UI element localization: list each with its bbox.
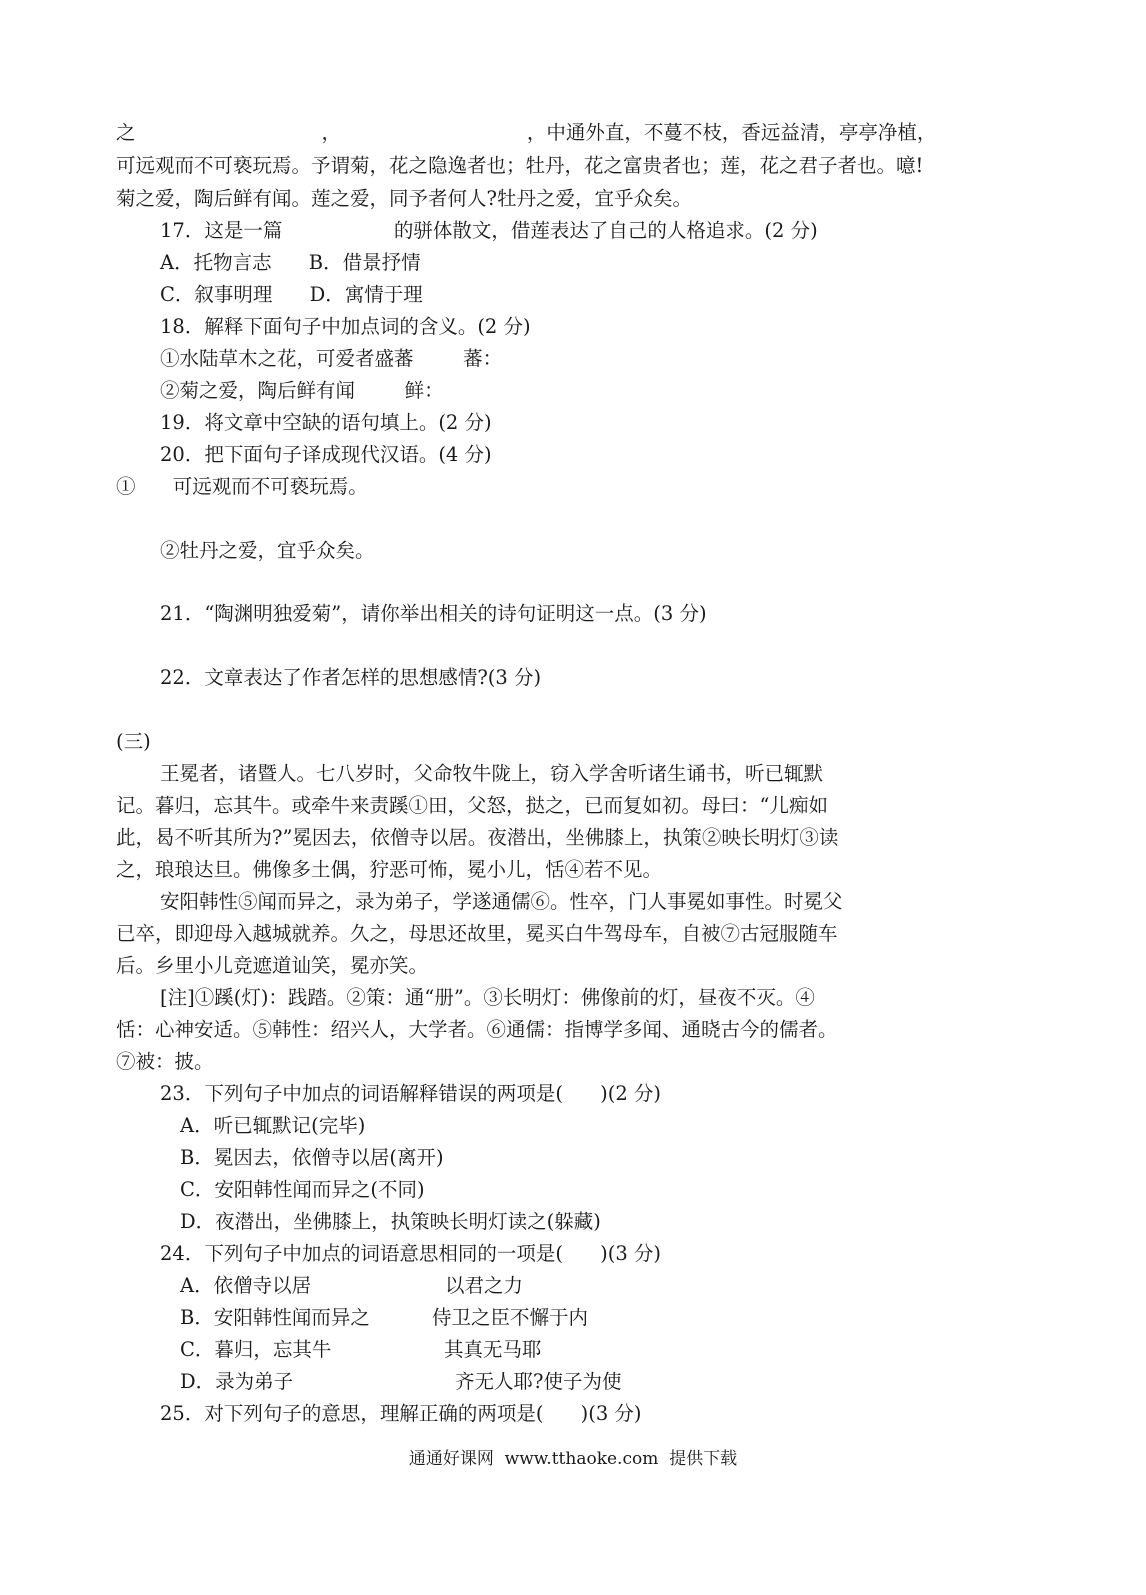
section-3-line-5: 安阳韩性⑤闻而异之，录为弟子，学遂通儒⑥。性卒，门人事冕如事性。时冕父 <box>160 890 843 913</box>
q17-options-row-1: A．托物言志 B．借景抒情 <box>160 251 421 274</box>
question-19: 19．将文章中空缺的语句填上。(2 分) <box>160 411 492 434</box>
q23-option-d: D．夜潜出，坐佛膝上，执策映长明灯读之(躲藏) <box>180 1210 601 1233</box>
section-3-heading: (三) <box>116 730 151 753</box>
q20-item-1: ① 可远观而不可亵玩焉。 <box>116 475 368 498</box>
q17-options-row-2: C．叙事明理 D．寓情于理 <box>160 283 423 306</box>
q18-item-2: ②菊之爱，陶后鲜有闻 鲜： <box>160 379 444 402</box>
q20-item-2: ②牡丹之爱，宜乎众矣。 <box>160 539 375 562</box>
section-3-line-7: 后。乡里小儿竞遮道讪笑，冕亦笑。 <box>116 954 429 977</box>
question-24: 24．下列句子中加点的词语意思相同的一项是( )(3 分) <box>160 1242 662 1265</box>
question-18: 18．解释下面句子中加点词的含义。(2 分) <box>160 315 531 338</box>
q24-option-a-right: 以君之力 <box>445 1274 524 1297</box>
question-25: 25．对下列句子的意思，理解正确的两项是( )(3 分) <box>160 1402 642 1425</box>
passage-line-1: 之 ， ，中通外直，不蔓不枝，香远益清，亭亭净植， <box>116 121 937 144</box>
section-3-note-2: 恬：心神安适。⑤韩性：绍兴人，大学者。⑥通儒：指博学多闻、通晓古今的儒者。 <box>116 1018 838 1041</box>
q24-option-b-left: B．安阳韩性闻而异之 <box>180 1306 370 1329</box>
section-3-line-2: 记。暮归，忘其牛。或牵牛来责蹊①田，父怒，挞之，已而复如初。母曰：“儿痴如 <box>116 794 828 817</box>
question-20: 20．把下面句子译成现代汉语。(4 分) <box>160 443 492 466</box>
q23-option-c: C．安阳韩性闻而异之(不同) <box>180 1178 425 1201</box>
q24-option-d-right: 齐无人耶?使子为使 <box>455 1370 622 1393</box>
q24-option-d-left: D．录为弟子 <box>180 1370 294 1393</box>
question-22: 22．文章表达了作者怎样的思想感情?(3 分) <box>160 666 542 689</box>
question-23: 23．下列句子中加点的词语解释错误的两项是( )(2 分) <box>160 1082 662 1105</box>
passage-line-2: 可远观而不可亵玩焉。予谓菊，花之隐逸者也；牡丹，花之富贵者也；莲，花之君子者也。噫! <box>116 154 924 177</box>
q24-option-b-right: 侍卫之臣不懈于内 <box>432 1306 589 1329</box>
question-17: 17．这是一篇 的骈体散文，借莲表达了自己的人格追求。(2 分) <box>160 219 818 242</box>
q24-option-c-left: C．暮归，忘其牛 <box>180 1338 332 1361</box>
page-footer: 通通好课网 www.tthaoke.com 提供下载 <box>408 1449 738 1469</box>
q23-option-a: A．听已辄默记(完毕) <box>180 1114 366 1137</box>
q23-option-b: B．冕因去，依僧寺以居(离开) <box>180 1146 444 1169</box>
section-3-note-1: [注]①蹊(灯)：践踏。②策：通“册”。③长明灯：佛像前的灯，昼夜不灭。④ <box>160 986 815 1009</box>
section-3-note-3: ⑦被：披。 <box>116 1050 214 1073</box>
section-3-line-1: 王冕者，诸暨人。七八岁时，父命牧牛陇上，窃入学舍听诸生诵书，听已辄默 <box>160 762 824 785</box>
section-3-line-4: 之，琅琅达旦。佛像多土偶，狞恶可怖，冕小儿，恬④若不见。 <box>116 858 663 881</box>
section-3-line-6: 已卒，即迎母入越城就养。久之，母思还故里，冕买白牛驾母车，自被⑦古冠服随车 <box>116 922 838 945</box>
q18-item-1: ①水陆草木之花，可爱者盛蕃 蕃： <box>160 347 503 370</box>
question-21: 21．“陶渊明独爱菊”，请你举出相关的诗句证明这一点。(3 分) <box>160 602 707 625</box>
q24-option-a-left: A．依僧寺以居 <box>180 1274 312 1297</box>
section-3-line-3: 此，曷不听其所为?”冕因去，依僧寺以居。夜潜出，坐佛膝上，执策②映长明灯③读 <box>116 826 839 849</box>
passage-line-3: 菊之爱，陶后鲜有闻。莲之爱，同予者何人?牡丹之爱，宜乎众矣。 <box>116 187 692 210</box>
q24-option-c-right: 其真无马耶 <box>444 1338 542 1361</box>
